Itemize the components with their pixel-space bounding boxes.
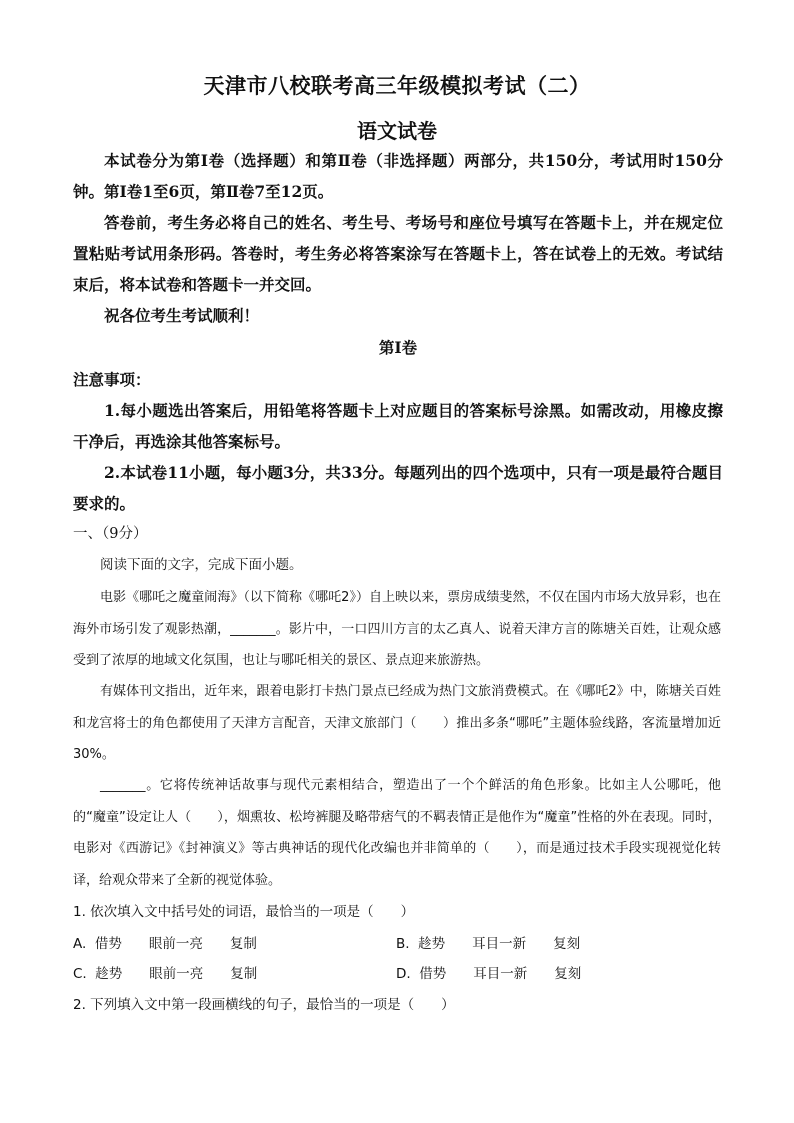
question-1-option-c: C. 趁势 眼前一亮 复制 xyxy=(73,966,258,982)
exam-title: 天津市八校联考高三年级模拟考试（二） xyxy=(203,73,591,98)
subject-title: 语文试卷 xyxy=(357,119,437,143)
question-1-option-a: A. 借势 眼前一亮 复制 xyxy=(73,936,257,952)
reading-paragraph-1: 电影《哪吒之魔童闹海》（以下简称《哪吒2》）自上映以来，票房成绩斐然，不仅在国内市场大放异彩，也在海外市场引发了观影热潮，_______。影片中，一口四川方言的太乙真人、说着天津方言的陈塘关百姓，让观众感受到了浓厚的地域文化氛围，也让与哪吒相关的景区、景点迎来旅游热。 xyxy=(73,590,721,668)
reading-instruction: 阅读下面的文字，完成下面小题。 xyxy=(100,557,303,573)
good-luck-text: 祝各位考生考试顺利！ xyxy=(104,306,260,325)
question-1-option-b: B. 趁势 耳目一新 复刻 xyxy=(396,936,581,952)
notice-item-2: 2.本试卷11小题，每小题3分，共33分。每题列出的四个选项中，只有一项是最符合题目要求的。 xyxy=(73,463,723,513)
question-1-stem: 1. 依次填入文中括号处的词语，最恰当的一项是（ ） xyxy=(73,904,415,920)
reading-paragraph-3: _______。它将传统神话故事与现代元素相结合，塑造出了一个个鲜活的角色形象。比如主人公哪吒，他的“魔童”设定让人（ ），烟熏妆、松垮裤腿及略带痞气的不羁表情正是他作为“魔童”性格的外在表现。同时，电影对《西游记》《封神演义》等古典神话的现代化改编也并非简单的（ ），而是通过技术手段实现视觉化转译，给观众带来了全新的视觉体验。 xyxy=(73,778,721,888)
section-heading: 第Ⅰ卷 xyxy=(378,338,418,357)
intro-paragraph-2: 答卷前，考生务必将自己的姓名、考生号、考场号和座位号填写在答题卡上，并在规定位置粘贴考试用条形码。答卷时，考生务必将答案涂写在答题卡上，答在试卷上的无效。考试结束后，将本试卷和答题卡一并交回。 xyxy=(73,213,723,294)
notice-title: 注意事项： xyxy=(73,370,151,389)
reading-paragraph-2: 有媒体刊文指出，近年来，跟着电影打卡热门景点已经成为热门文旅消费模式。在《哪吒2》中，陈塘关百姓和龙宫将士的角色都使用了天津方言配音，天津文旅部门（ ）推出多条“哪吒”主题体验线路，客流量增加近30%。 xyxy=(73,684,721,762)
notice-item-1: 1.每小题选出答案后，用铅笔将答题卡上对应题目的答案标号涂黑。如需改动，用橡皮擦干净后，再选涂其他答案标号。 xyxy=(73,401,723,451)
part-label: 一、（9分） xyxy=(73,526,148,542)
question-1-option-d: D. 借势 耳目一新 复刻 xyxy=(396,966,582,982)
question-2-stem: 2. 下列填入文中第一段画横线的句子，最恰当的一项是（ ） xyxy=(73,997,455,1013)
intro-paragraph-1: 本试卷分为第Ⅰ卷（选择题）和第Ⅱ卷（非选择题）两部分，共150分，考试用时150分钟。第Ⅰ卷1至6页，第Ⅱ卷7至12页。 xyxy=(73,151,723,201)
